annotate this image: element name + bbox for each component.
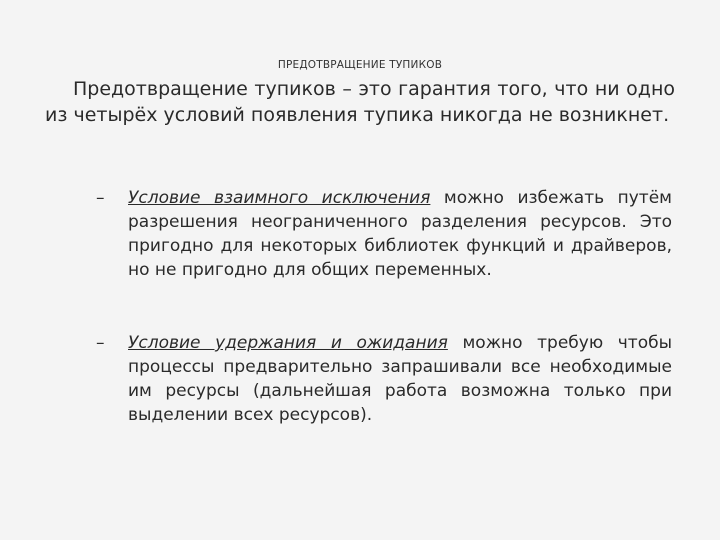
slide-title: ПРЕДОТВРАЩЕНИЕ ТУПИКОВ: [277, 59, 443, 71]
bullet-term: Условие взаимного исключения: [128, 188, 431, 208]
bullet-term: Условие удержания и ожидания: [128, 333, 448, 353]
bullet-item: [96, 331, 676, 427]
bullet-text: [128, 331, 672, 427]
bullet-text: [128, 186, 672, 282]
bullet-marker: –: [96, 333, 105, 353]
bullet-marker: –: [96, 188, 105, 208]
bullet-body: можно требую чтобы процессы предварительно запрашивали все необходимые им ресурсы (дальнейшая работа возможна только при выделении всех ресурсов).: [128, 333, 672, 425]
bullet-body: можно избежать путём разрешения неограниченного разделения ресурсов. Это пригодно для некоторых библиотек функций и драйверов, но не пригодно для общих переменных.: [128, 188, 672, 280]
bullet-item: [96, 186, 676, 282]
intro-paragraph: Предотвращение тупиков – это гарантия того, что ни одно из четырёх условий появления тупика никогда не возникнет.: [45, 78, 675, 126]
